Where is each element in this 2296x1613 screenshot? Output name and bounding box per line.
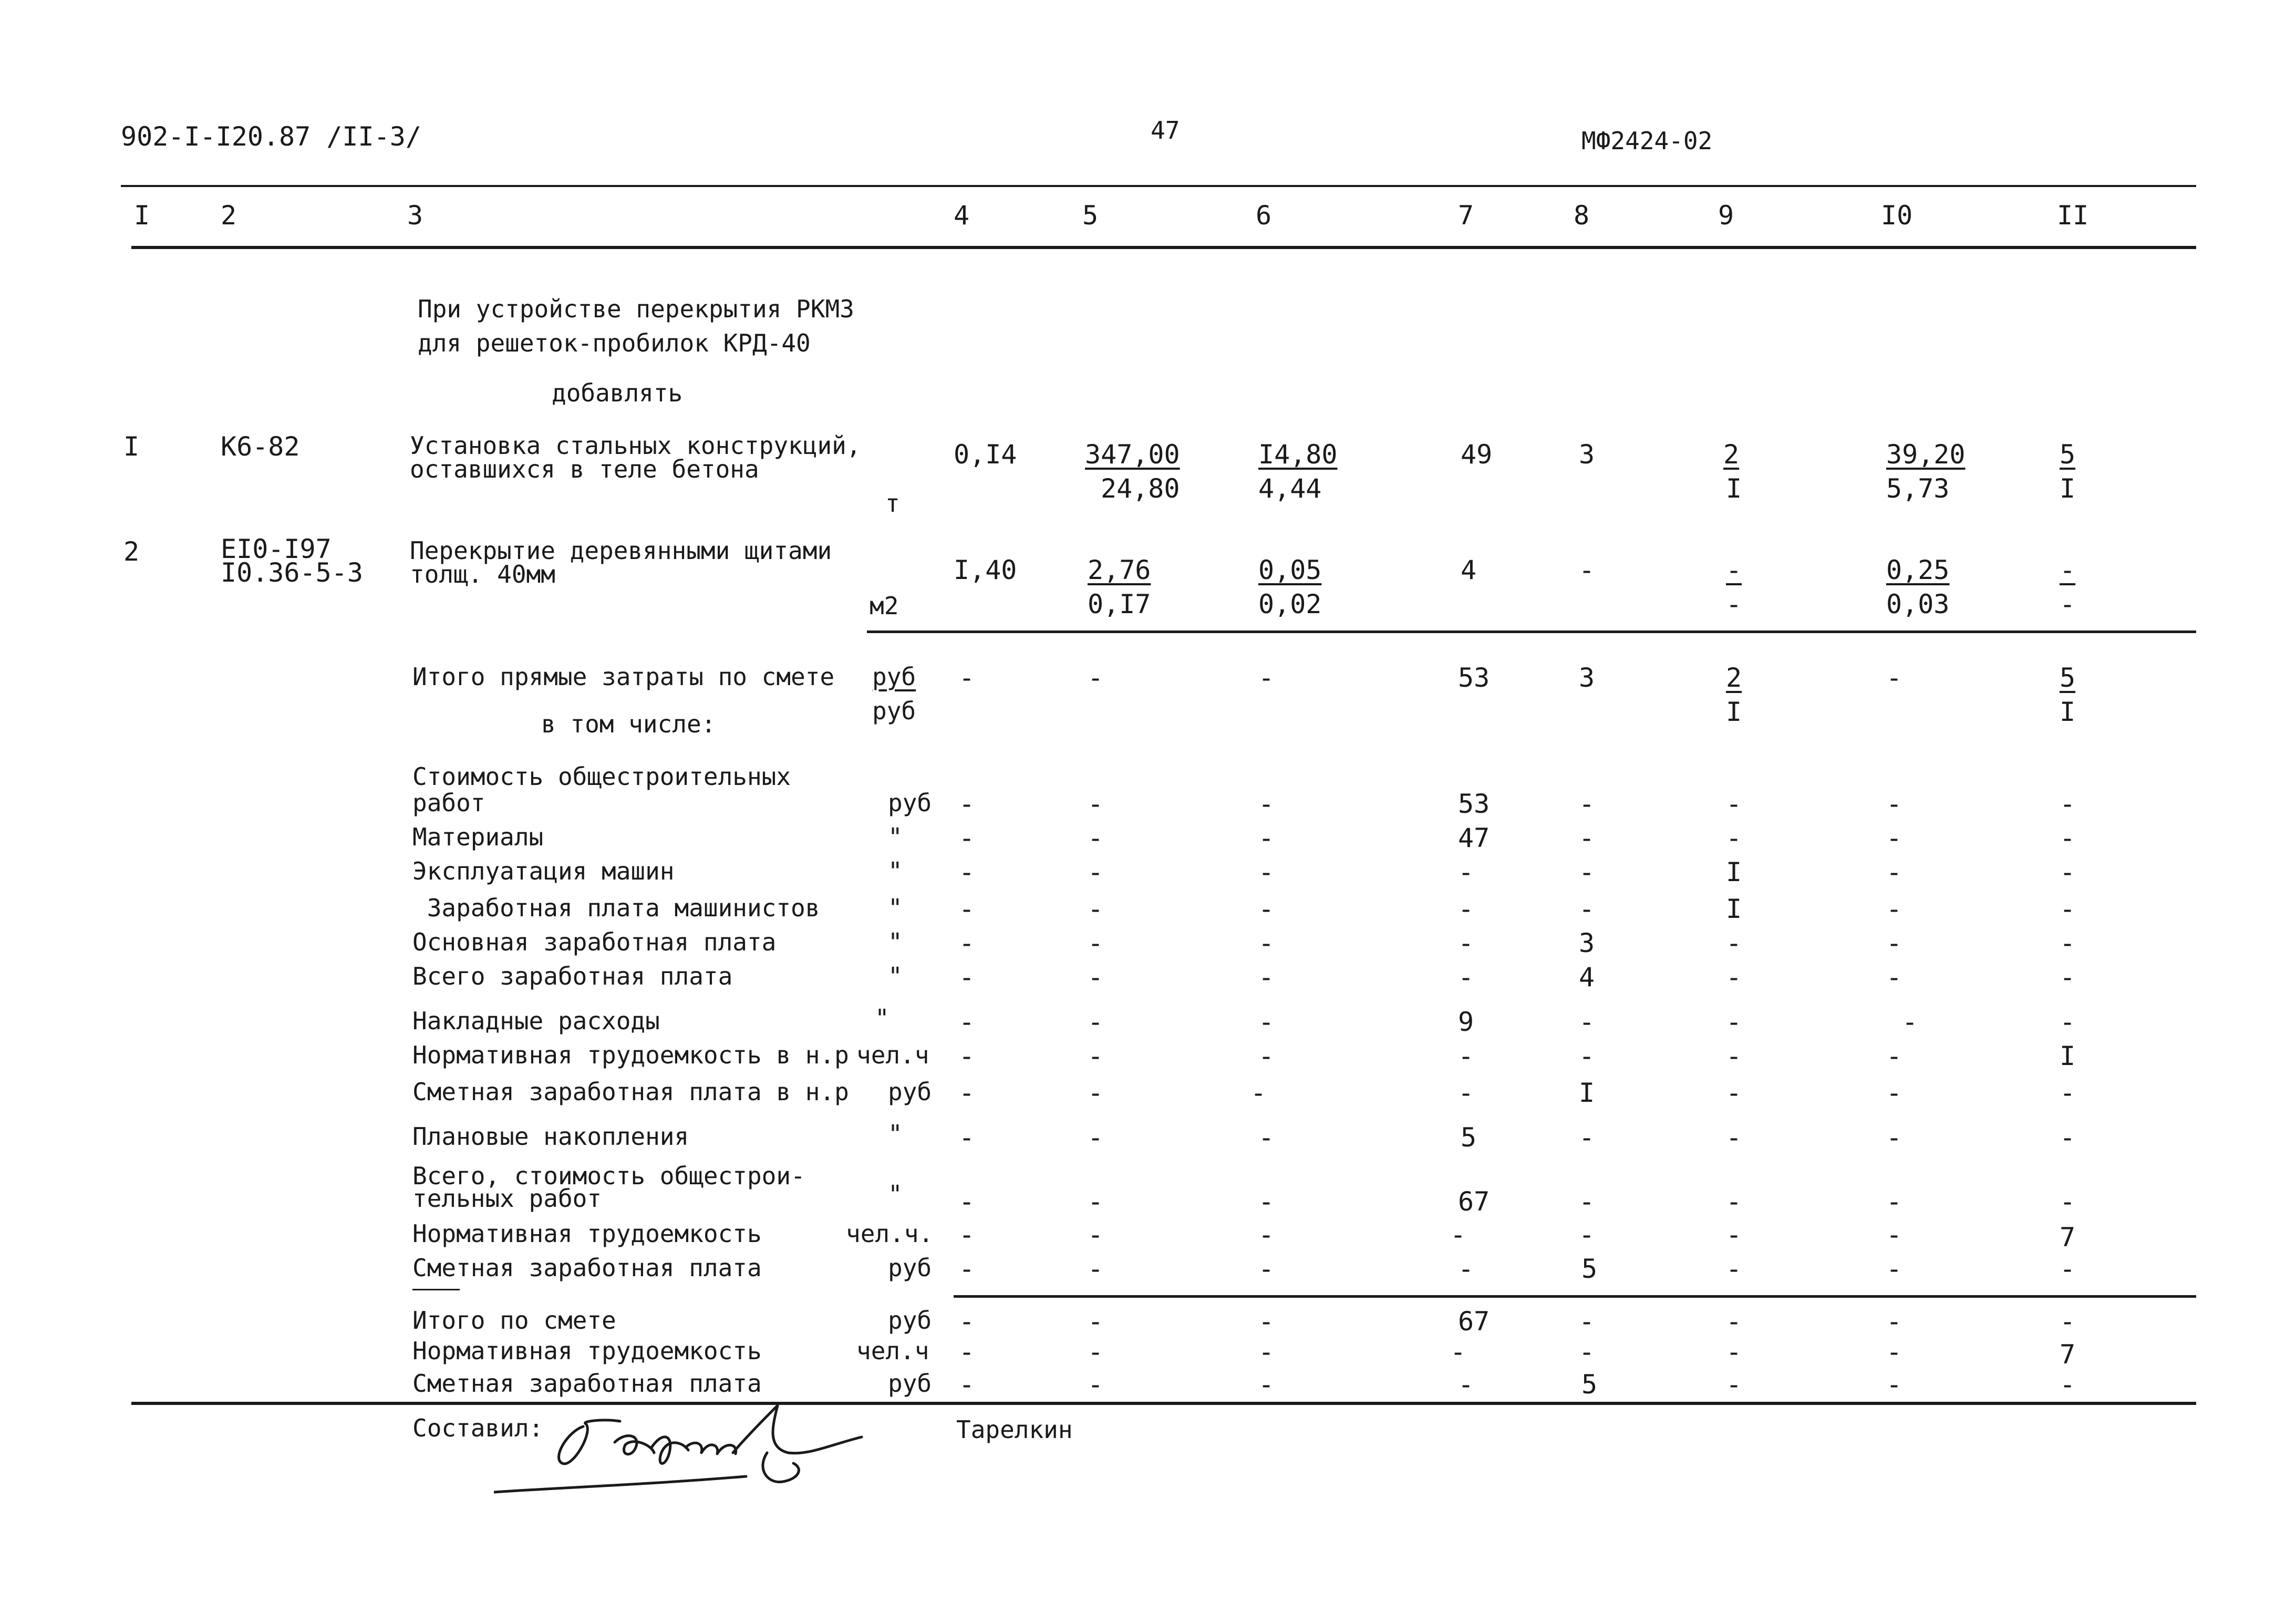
breakdown-unit: " <box>888 857 903 885</box>
breakdown-unit: " <box>888 962 903 990</box>
breakdown-value: I <box>2060 1041 2076 1071</box>
breakdown-value: - <box>1886 1041 1902 1071</box>
totals-rule <box>954 1295 2196 1298</box>
document-code: 902-I-I20.87 /II-3/ <box>121 121 421 152</box>
breakdown-value: 7 <box>2060 1222 2076 1253</box>
breakdown-label: тельных работ <box>412 1184 602 1213</box>
breakdown-value: - <box>1088 1254 1104 1284</box>
breakdown-value: - <box>1579 1122 1595 1153</box>
final-label: Итого по смете <box>412 1306 616 1335</box>
breakdown-label: Нормативная трудоемкость в н.р <box>412 1041 849 1069</box>
total-direct-unit: руб <box>872 663 916 691</box>
breakdown-value: - <box>1088 857 1104 887</box>
including-label: в том числе: <box>541 710 716 738</box>
breakdown-label: Сметная заработная плата в н.р <box>412 1078 849 1106</box>
breakdown-value: - <box>1886 928 1902 958</box>
breakdown-value: - <box>1258 789 1275 819</box>
row-number: 2 <box>123 536 140 567</box>
breakdown-value: - <box>1458 1078 1474 1108</box>
breakdown-value: - <box>959 823 975 853</box>
breakdown-value: - <box>1088 928 1104 958</box>
breakdown-value: - <box>959 1007 975 1037</box>
breakdown-unit: " <box>888 1120 903 1148</box>
breakdown-unit: " <box>875 1004 890 1032</box>
breakdown-value: - <box>1886 1254 1902 1284</box>
breakdown-value: - <box>1258 1254 1275 1284</box>
breakdown-value: - <box>1458 894 1474 924</box>
breakdown-value: 47 <box>1458 823 1490 853</box>
breakdown-value: - <box>1886 789 1902 819</box>
final-value: 7 <box>2060 1339 2076 1370</box>
breakdown-value: - <box>959 1041 975 1071</box>
final-value: - <box>1450 1337 1466 1367</box>
final-value: - <box>2060 1306 2076 1337</box>
breakdown-value: - <box>959 789 975 819</box>
breakdown-value: - <box>1088 1041 1104 1071</box>
column-header: 2 <box>221 200 237 231</box>
final-value: - <box>1458 1369 1474 1400</box>
section-subtitle: добавлять <box>552 379 683 407</box>
final-value: - <box>959 1369 975 1400</box>
section-title: При устройстве перекрытия РКМЗ <box>418 295 854 323</box>
total-direct-value: - <box>1258 663 1275 693</box>
breakdown-value: - <box>1258 1007 1275 1037</box>
breakdown-value: - <box>1579 1007 1595 1037</box>
breakdown-value: I <box>1726 894 1742 924</box>
breakdown-value: - <box>1726 1041 1742 1071</box>
breakdown-value: - <box>1258 823 1275 853</box>
breakdown-value: - <box>1886 962 1902 992</box>
breakdown-value: - <box>2060 1122 2076 1153</box>
breakdown-value: - <box>1458 962 1474 992</box>
breakdown-value: - <box>1579 1041 1595 1071</box>
breakdown-value: - <box>1886 894 1902 924</box>
breakdown-label: Накладные расходы <box>412 1007 660 1035</box>
total-direct-value: I <box>2060 697 2076 727</box>
breakdown-unit: " <box>888 823 903 851</box>
breakdown-value: - <box>1088 1122 1104 1153</box>
row-number: I <box>123 431 140 462</box>
final-label: Сметная заработная плата <box>412 1369 762 1398</box>
final-value: - <box>1088 1306 1104 1337</box>
row-unit: т <box>885 489 900 518</box>
total-direct-value: - <box>1886 663 1902 693</box>
breakdown-value: - <box>1258 857 1275 887</box>
breakdown-value: - <box>1258 1186 1275 1217</box>
compiled-by-label: Составил: <box>412 1414 544 1442</box>
final-value: 5 <box>1581 1369 1598 1400</box>
breakdown-value: 5 <box>1581 1254 1598 1284</box>
row-description: оставшихся в теле бетона <box>410 455 759 483</box>
row-value: 0,I7 <box>1088 589 1151 619</box>
total-direct-value: 5 <box>2060 663 2076 693</box>
column-header: 9 <box>1718 200 1734 231</box>
breakdown-value: - <box>1579 1186 1595 1217</box>
breakdown-value: - <box>1458 928 1474 958</box>
row-value: 2,76 <box>1088 555 1151 585</box>
column-header: I0 <box>1881 200 1913 231</box>
breakdown-value: - <box>1579 1219 1595 1250</box>
breakdown-value: - <box>1886 823 1902 853</box>
breakdown-unit: " <box>888 928 903 956</box>
breakdown-short-rule <box>412 1289 460 1290</box>
row-value: I <box>1726 473 1742 504</box>
breakdown-label: Эксплуатация машин <box>412 857 675 885</box>
breakdown-value: - <box>2060 894 2076 924</box>
breakdown-value: - <box>1886 1219 1902 1250</box>
column-header: II <box>2057 200 2089 231</box>
breakdown-value: - <box>959 857 975 887</box>
breakdown-value: - <box>1886 1078 1902 1108</box>
breakdown-unit: " <box>888 1180 903 1208</box>
row-value: 24,80 <box>1101 473 1180 504</box>
breakdown-label: Плановые накопления <box>412 1122 689 1151</box>
row-value: 347,00 <box>1085 439 1180 470</box>
breakdown-value: - <box>1258 894 1275 924</box>
breakdown-value: - <box>1088 823 1104 853</box>
final-value: - <box>1258 1369 1275 1400</box>
row-value: 4,44 <box>1258 473 1322 504</box>
breakdown-value: - <box>1258 1122 1275 1153</box>
final-value: 67 <box>1458 1306 1490 1337</box>
breakdown-value: - <box>959 962 975 992</box>
total-direct-value: I <box>1726 697 1742 727</box>
row-value: 0,05 <box>1258 555 1322 585</box>
breakdown-value: - <box>959 1186 975 1217</box>
row-code: ЕI0-I97 <box>221 534 332 564</box>
row-quantity: I,40 <box>954 555 1017 585</box>
row-value: 3 <box>1579 439 1595 470</box>
breakdown-value: - <box>959 1219 975 1250</box>
breakdown-value: - <box>959 1122 975 1153</box>
breakdown-value: 9 <box>1458 1007 1474 1037</box>
row-value: 49 <box>1461 439 1493 470</box>
row-value: - <box>2060 555 2076 585</box>
breakdown-value: - <box>1726 1186 1742 1217</box>
breakdown-value: - <box>2060 1078 2076 1108</box>
final-value: - <box>1726 1306 1742 1337</box>
signature-image <box>494 1395 904 1500</box>
breakdown-value: - <box>1726 928 1742 958</box>
final-value: - <box>1088 1337 1104 1367</box>
breakdown-unit: руб <box>888 1254 932 1282</box>
row-value: 0,02 <box>1258 589 1322 619</box>
breakdown-unit: " <box>888 894 903 922</box>
column-header: 8 <box>1574 200 1590 231</box>
breakdown-value: - <box>2060 789 2076 819</box>
final-value: - <box>1579 1337 1595 1367</box>
row-description: толщ. 40мм <box>410 560 555 588</box>
section-title: для решеток-пробилок КРД-40 <box>418 329 811 357</box>
breakdown-value: - <box>2060 1254 2076 1284</box>
breakdown-value: - <box>1726 789 1742 819</box>
breakdown-value: - <box>2060 857 2076 887</box>
breakdown-value: I <box>1726 857 1742 887</box>
breakdown-value: 67 <box>1458 1186 1490 1217</box>
breakdown-value: - <box>1258 1219 1275 1250</box>
table-bottom-rule <box>131 1402 2196 1405</box>
final-value: - <box>1726 1337 1742 1367</box>
breakdown-label: Всего, стоимость общестрои- <box>412 1162 805 1190</box>
document-stamp: МФ2424-02 <box>1581 127 1713 155</box>
compiler-name: Тарелкин <box>956 1415 1073 1444</box>
breakdown-value: - <box>1258 962 1275 992</box>
total-direct-value: - <box>959 663 975 693</box>
final-value: - <box>1258 1306 1275 1337</box>
final-value: - <box>1726 1369 1742 1400</box>
breakdown-value: - <box>1250 1078 1267 1108</box>
final-value: - <box>1258 1337 1275 1367</box>
final-unit: руб <box>888 1306 932 1335</box>
breakdown-value: - <box>2060 823 2076 853</box>
final-value: - <box>1886 1369 1902 1400</box>
breakdown-label: Стоимость общестроительных <box>412 762 791 791</box>
page-number: 47 <box>1151 116 1180 144</box>
column-header: 7 <box>1458 200 1474 231</box>
total-direct-value: 53 <box>1458 663 1490 693</box>
breakdown-value: - <box>1088 894 1104 924</box>
row-description: Установка стальных конструкций, <box>410 431 861 460</box>
final-value: - <box>1088 1369 1104 1400</box>
breakdown-value: 3 <box>1579 928 1595 958</box>
total-direct-value: - <box>1088 663 1104 693</box>
row-value: I <box>2060 473 2076 504</box>
breakdown-value: - <box>1088 1186 1104 1217</box>
breakdown-value: - <box>1579 857 1595 887</box>
breakdown-value: - <box>1450 1219 1466 1250</box>
final-value: - <box>1579 1306 1595 1337</box>
breakdown-label: Всего заработная плата <box>412 962 733 990</box>
row-description: Перекрытие деревянными щитами <box>410 536 832 565</box>
breakdown-value: - <box>1579 894 1595 924</box>
row-value: I4,80 <box>1258 439 1338 470</box>
breakdown-value: - <box>1726 823 1742 853</box>
breakdown-value: - <box>2060 928 2076 958</box>
row-value: 39,20 <box>1886 439 1966 470</box>
final-value: - <box>2060 1369 2076 1400</box>
row-value: 0,03 <box>1886 589 1950 619</box>
row-value: 5 <box>2060 439 2076 470</box>
breakdown-value: - <box>1258 1041 1275 1071</box>
row-value: - <box>1726 589 1742 619</box>
row-value: 4 <box>1461 555 1477 585</box>
breakdown-value: 53 <box>1458 789 1490 819</box>
header-top-rule <box>121 185 2196 187</box>
column-header: 3 <box>407 200 423 231</box>
row-value: - <box>1579 555 1595 585</box>
breakdown-value: - <box>2060 1186 2076 1217</box>
breakdown-value: - <box>1458 857 1474 887</box>
row-value: 0,25 <box>1886 555 1950 585</box>
final-value: - <box>959 1306 975 1337</box>
breakdown-value: - <box>1579 789 1595 819</box>
breakdown-value: - <box>1902 1007 1918 1037</box>
column-header: 5 <box>1082 200 1099 231</box>
breakdown-value: - <box>1458 1041 1474 1071</box>
total-direct-label: Итого прямые затраты по смете <box>412 663 835 691</box>
breakdown-value: - <box>1579 823 1595 853</box>
breakdown-unit: руб <box>888 789 932 817</box>
breakdown-value: - <box>959 894 975 924</box>
breakdown-label: работ <box>412 789 485 817</box>
breakdown-unit: чел.ч <box>856 1041 929 1069</box>
breakdown-label: Нормативная трудоемкость <box>412 1219 762 1248</box>
row-value: 5,73 <box>1886 473 1950 504</box>
breakdown-value: - <box>959 1078 975 1108</box>
breakdown-value: - <box>1088 962 1104 992</box>
final-label: Нормативная трудоемкость <box>412 1337 762 1365</box>
row-value: 2 <box>1723 439 1740 470</box>
breakdown-value: - <box>1458 1254 1474 1284</box>
total-direct-value: 3 <box>1579 663 1595 693</box>
row-unit: м2 <box>870 592 899 620</box>
breakdown-value: - <box>1088 1219 1104 1250</box>
final-unit: чел.ч <box>856 1337 929 1365</box>
final-unit: руб <box>888 1369 932 1398</box>
row-value: - <box>2060 589 2076 619</box>
final-value: - <box>1886 1306 1902 1337</box>
breakdown-label: Заработная плата машинистов <box>412 894 820 922</box>
breakdown-value: 5 <box>1461 1122 1477 1153</box>
breakdown-value: - <box>1886 1186 1902 1217</box>
breakdown-value: - <box>2060 962 2076 992</box>
breakdown-unit: руб <box>888 1078 932 1106</box>
breakdown-value: - <box>959 928 975 958</box>
final-value: - <box>959 1337 975 1367</box>
breakdown-value: - <box>1726 1254 1742 1284</box>
breakdown-value: 4 <box>1579 962 1595 992</box>
breakdown-value: - <box>1886 1122 1902 1153</box>
breakdown-unit: чел.ч. <box>846 1219 934 1248</box>
breakdown-value: - <box>1886 857 1902 887</box>
breakdown-label: Сметная заработная плата <box>412 1254 762 1282</box>
breakdown-value: I <box>1579 1078 1595 1108</box>
breakdown-value: - <box>1726 1219 1742 1250</box>
row-quantity: 0,I4 <box>954 439 1017 470</box>
breakdown-value: - <box>1088 789 1104 819</box>
items-rule <box>867 630 2196 633</box>
row-code: I0.36-5-3 <box>221 557 363 588</box>
column-header-rule <box>131 246 2196 249</box>
breakdown-value: - <box>959 1254 975 1284</box>
column-header: I <box>134 200 150 231</box>
total-direct-unit: руб <box>872 697 916 725</box>
breakdown-value: - <box>1726 1007 1742 1037</box>
final-value: - <box>1886 1337 1902 1367</box>
breakdown-label: Материалы <box>412 823 544 851</box>
breakdown-value: - <box>1258 928 1275 958</box>
column-header: 4 <box>954 200 970 231</box>
column-header: 6 <box>1256 200 1272 231</box>
breakdown-label: Основная заработная плата <box>412 928 777 956</box>
row-code: К6-82 <box>221 431 300 462</box>
breakdown-value: - <box>1726 1078 1742 1108</box>
total-direct-value: 2 <box>1726 663 1742 693</box>
breakdown-value: - <box>1726 962 1742 992</box>
breakdown-value: - <box>1088 1007 1104 1037</box>
breakdown-value: - <box>2060 1007 2076 1037</box>
breakdown-value: - <box>1726 1122 1742 1153</box>
breakdown-value: - <box>1088 1078 1104 1108</box>
row-value: - <box>1726 555 1742 585</box>
